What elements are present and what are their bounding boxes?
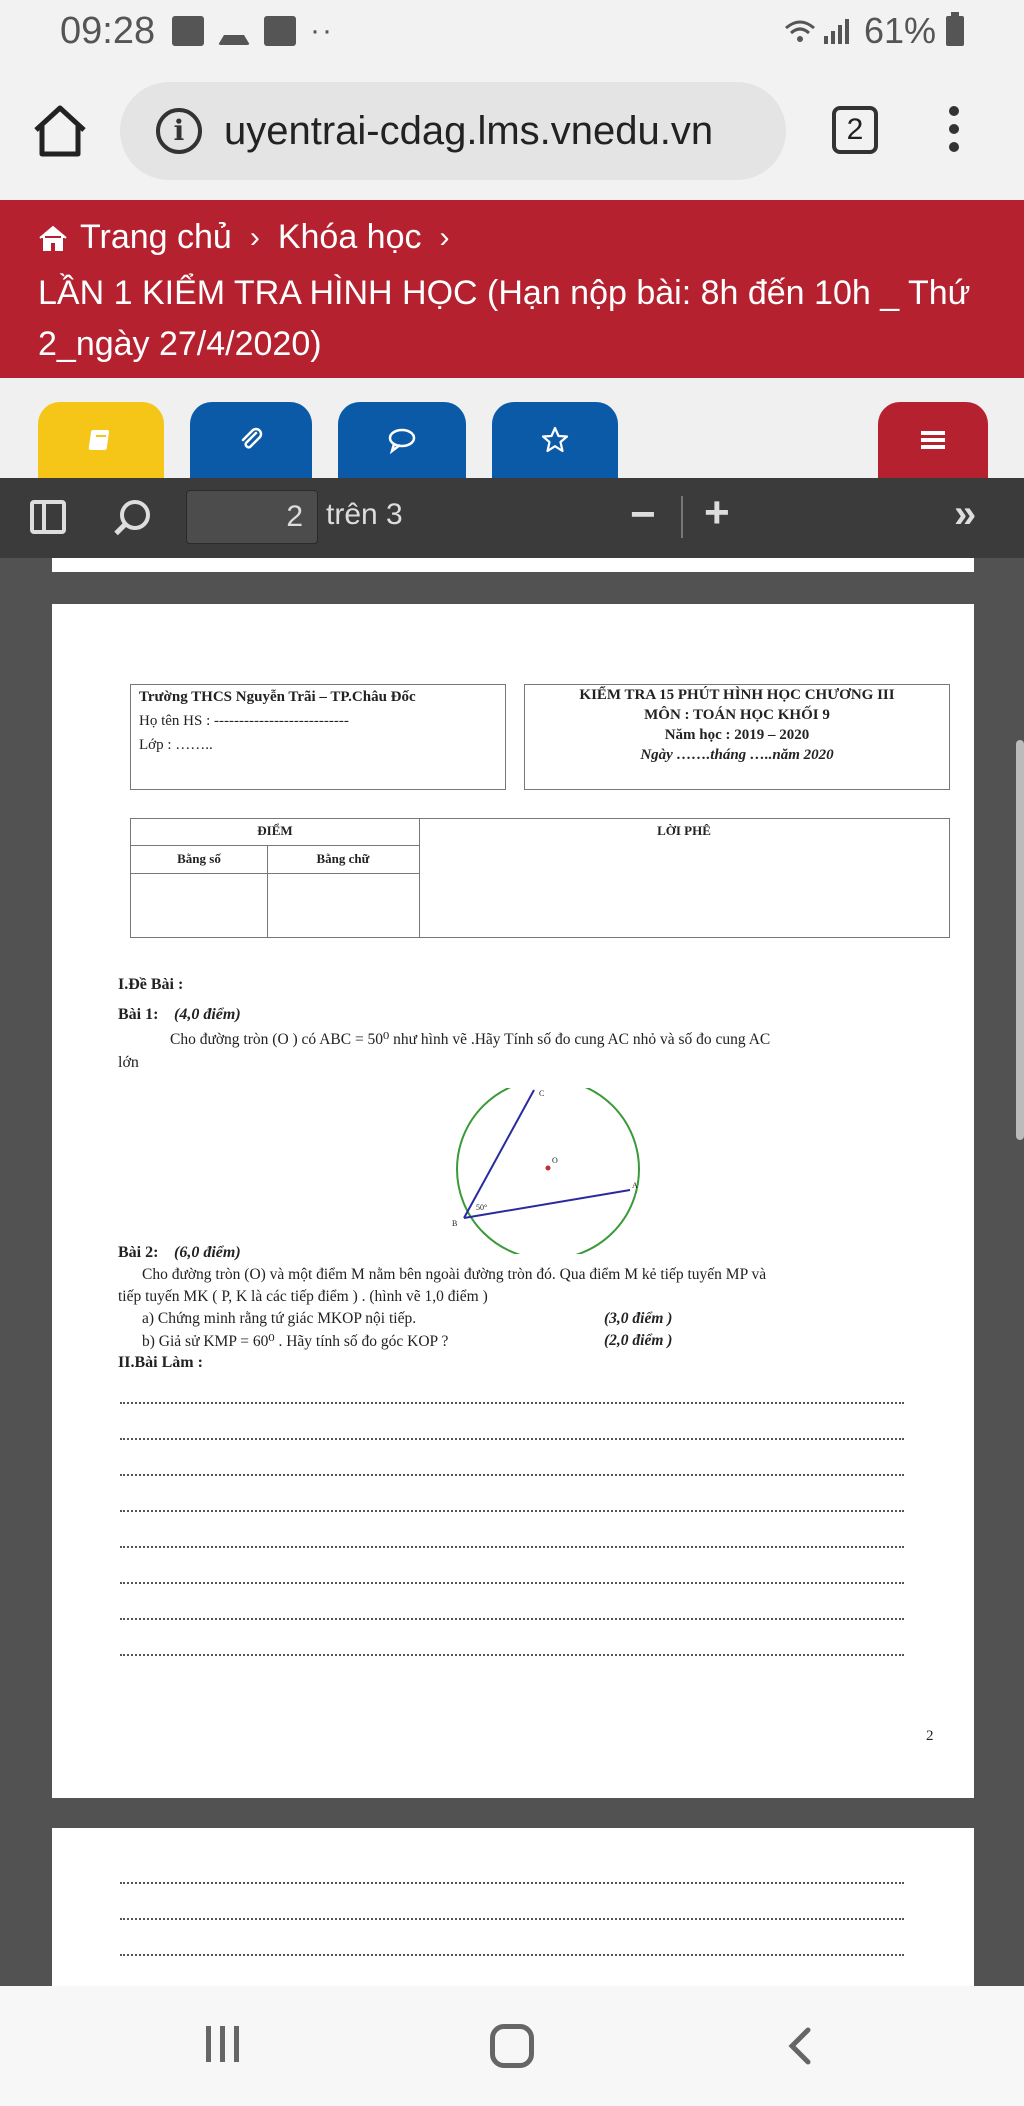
answer-line: [120, 1654, 904, 1656]
question-2a-points: (3,0 điểm ): [604, 1310, 673, 1327]
recent-apps-icon[interactable]: [204, 2026, 244, 2066]
battery-icon: [946, 16, 964, 46]
exam-date: Ngày …….tháng …..năm 2020: [640, 747, 834, 763]
question-1-label: Bài 1:: [118, 1006, 159, 1023]
system-indicators: [784, 10, 964, 52]
question-2b-points: (2,0 điểm ): [604, 1332, 673, 1349]
browser-menu-icon[interactable]: [946, 106, 962, 156]
answer-line: [120, 1510, 904, 1512]
pdf-toolbar: [0, 478, 1024, 558]
comments-button[interactable]: [338, 402, 466, 478]
status-time: 09:28: [60, 10, 156, 52]
exam-subject: MÔN : TOÁN HỌC KHỐI 9: [644, 707, 830, 723]
circle-figure: [442, 1088, 654, 1254]
answer-line: [120, 1474, 904, 1476]
breadcrumb: [38, 218, 456, 257]
section-questions-heading: I.Đề Bài :: [118, 976, 184, 993]
score-number-header: Bằng số: [177, 851, 221, 866]
student-name-line: Họ tên HS : ---------------------------: [139, 713, 349, 729]
tab-switcher-button[interactable]: 2: [832, 106, 878, 154]
home-icon[interactable]: [30, 100, 90, 160]
gallery-icon: [172, 16, 204, 46]
pdf-viewport[interactable]: [0, 558, 1024, 1986]
zoom-in-button[interactable]: +: [704, 488, 730, 537]
favorite-button[interactable]: [492, 402, 618, 478]
previous-page-edge: [52, 558, 974, 572]
score-words-header: Bằng chữ: [316, 851, 370, 866]
teacher-comment-header: LỜI PHÊ: [657, 823, 711, 838]
class-line: Lớp : ……..: [139, 737, 213, 753]
home-button-icon[interactable]: [490, 2024, 534, 2068]
menu-button[interactable]: [878, 402, 988, 478]
score-header: ĐIỂM: [257, 823, 293, 838]
question-2-points: (6,0 điểm): [174, 1244, 241, 1261]
url-text[interactable]: uyentrai-cdag.lms.vnedu.vn: [224, 108, 714, 153]
facebook-icon: [264, 16, 296, 46]
wifi-signal-icon: [784, 16, 854, 46]
comment-icon: [387, 425, 417, 455]
question-2a-text: a) Chứng minh rằng tứ giác MKOP nội tiếp.: [142, 1310, 417, 1327]
label-b: B: [452, 1219, 458, 1228]
hamburger-menu-icon: [918, 425, 948, 455]
answer-line: [120, 1882, 904, 1884]
star-icon: [540, 425, 570, 455]
notification-icons: [172, 14, 334, 48]
book-icon: [86, 425, 116, 455]
question-1-points: (4,0 điểm): [174, 1006, 241, 1023]
grade-table: [130, 818, 950, 938]
exam-info-box: [524, 684, 950, 790]
school-year: Năm học : 2019 – 2020: [664, 727, 810, 743]
question-2-label: Bài 2:: [118, 1244, 159, 1261]
activity-actions: [0, 378, 1024, 478]
book-button[interactable]: [38, 402, 164, 478]
angle-label: 50°: [476, 1203, 488, 1212]
breadcrumb-home-link[interactable]: Trang chủ: [80, 218, 232, 256]
back-icon[interactable]: [782, 2026, 816, 2066]
home-icon: [38, 224, 68, 252]
label-c: C: [539, 1089, 545, 1098]
question-2b-text: b) Giả sử KMP = 60⁰ . Hãy tính số đo góc KOP ?: [142, 1333, 449, 1350]
address-bar[interactable]: [120, 82, 786, 180]
sidebar-toggle-icon[interactable]: [30, 500, 66, 534]
answer-line: [120, 1918, 904, 1920]
question-2-text: Cho đường tròn (O) và một điểm M nằm bên ngoài đường tròn đó. Qua điểm M kẻ tiếp tuyến MP và: [142, 1266, 767, 1283]
page-count-label: trên 3: [326, 498, 403, 531]
student-info-box: [130, 684, 506, 790]
page-title: LẦN 1 KIỂM TRA HÌNH HỌC (Hạn nộp bài: 8h đến 10h _ Thứ 2_ngày 27/4/2020): [38, 274, 971, 363]
page-number-input[interactable]: 2: [186, 490, 318, 544]
chevron-right-icon: ›: [439, 220, 450, 254]
chevron-right-icon: ›: [249, 220, 260, 254]
page-number: 2: [926, 1728, 934, 1744]
answer-line: [120, 1618, 904, 1620]
section-answer-heading: II.Bài Làm :: [118, 1354, 203, 1371]
status-bar: [0, 0, 1024, 62]
label-o: O: [552, 1156, 558, 1165]
exam-title: KIỂM TRA 15 PHÚT HÌNH HỌC CHƯƠNG III: [579, 687, 895, 703]
more-notifications-icon: ··: [310, 14, 334, 47]
answer-line: [120, 1438, 904, 1440]
toolbar-divider: [681, 496, 683, 538]
browser-toolbar: [0, 62, 1024, 200]
label-a: A: [632, 1181, 638, 1190]
paperclip-icon: [236, 425, 266, 455]
answer-line: [120, 1546, 904, 1548]
center-point: [546, 1166, 551, 1171]
broom-icon: [218, 17, 250, 45]
question-2-text-cont: tiếp tuyến MK ( P, K là các tiếp điểm ) . (hình vẽ 1,0 điểm ): [118, 1288, 488, 1305]
battery-level: 61%: [863, 10, 936, 51]
answer-line: [120, 1582, 904, 1584]
answer-line: [120, 1954, 904, 1956]
question-1-text-cont: lớn: [118, 1054, 139, 1071]
pdf-page: [52, 604, 974, 1798]
zoom-out-button[interactable]: −: [630, 490, 656, 539]
attachments-button[interactable]: [190, 402, 312, 478]
site-info-icon[interactable]: [156, 108, 202, 154]
next-page: [52, 1828, 974, 1986]
system-navigation-bar: [0, 1986, 1024, 2106]
breadcrumb-courses-link[interactable]: Khóa học: [277, 218, 422, 256]
answer-line: [120, 1402, 904, 1404]
search-icon[interactable]: [120, 500, 150, 530]
question-1-text: Cho đường tròn (O ) có ABC = 50⁰ như hình vẽ .Hãy Tính số đo cung AC nhỏ và số đo cung AC: [170, 1031, 771, 1048]
site-header: [0, 200, 1024, 378]
scrollbar-thumb[interactable]: [1016, 740, 1024, 1140]
school-name: Trường THCS Nguyễn Trãi – TP.Châu Đốc: [139, 689, 416, 705]
more-tools-icon[interactable]: »: [954, 492, 969, 536]
